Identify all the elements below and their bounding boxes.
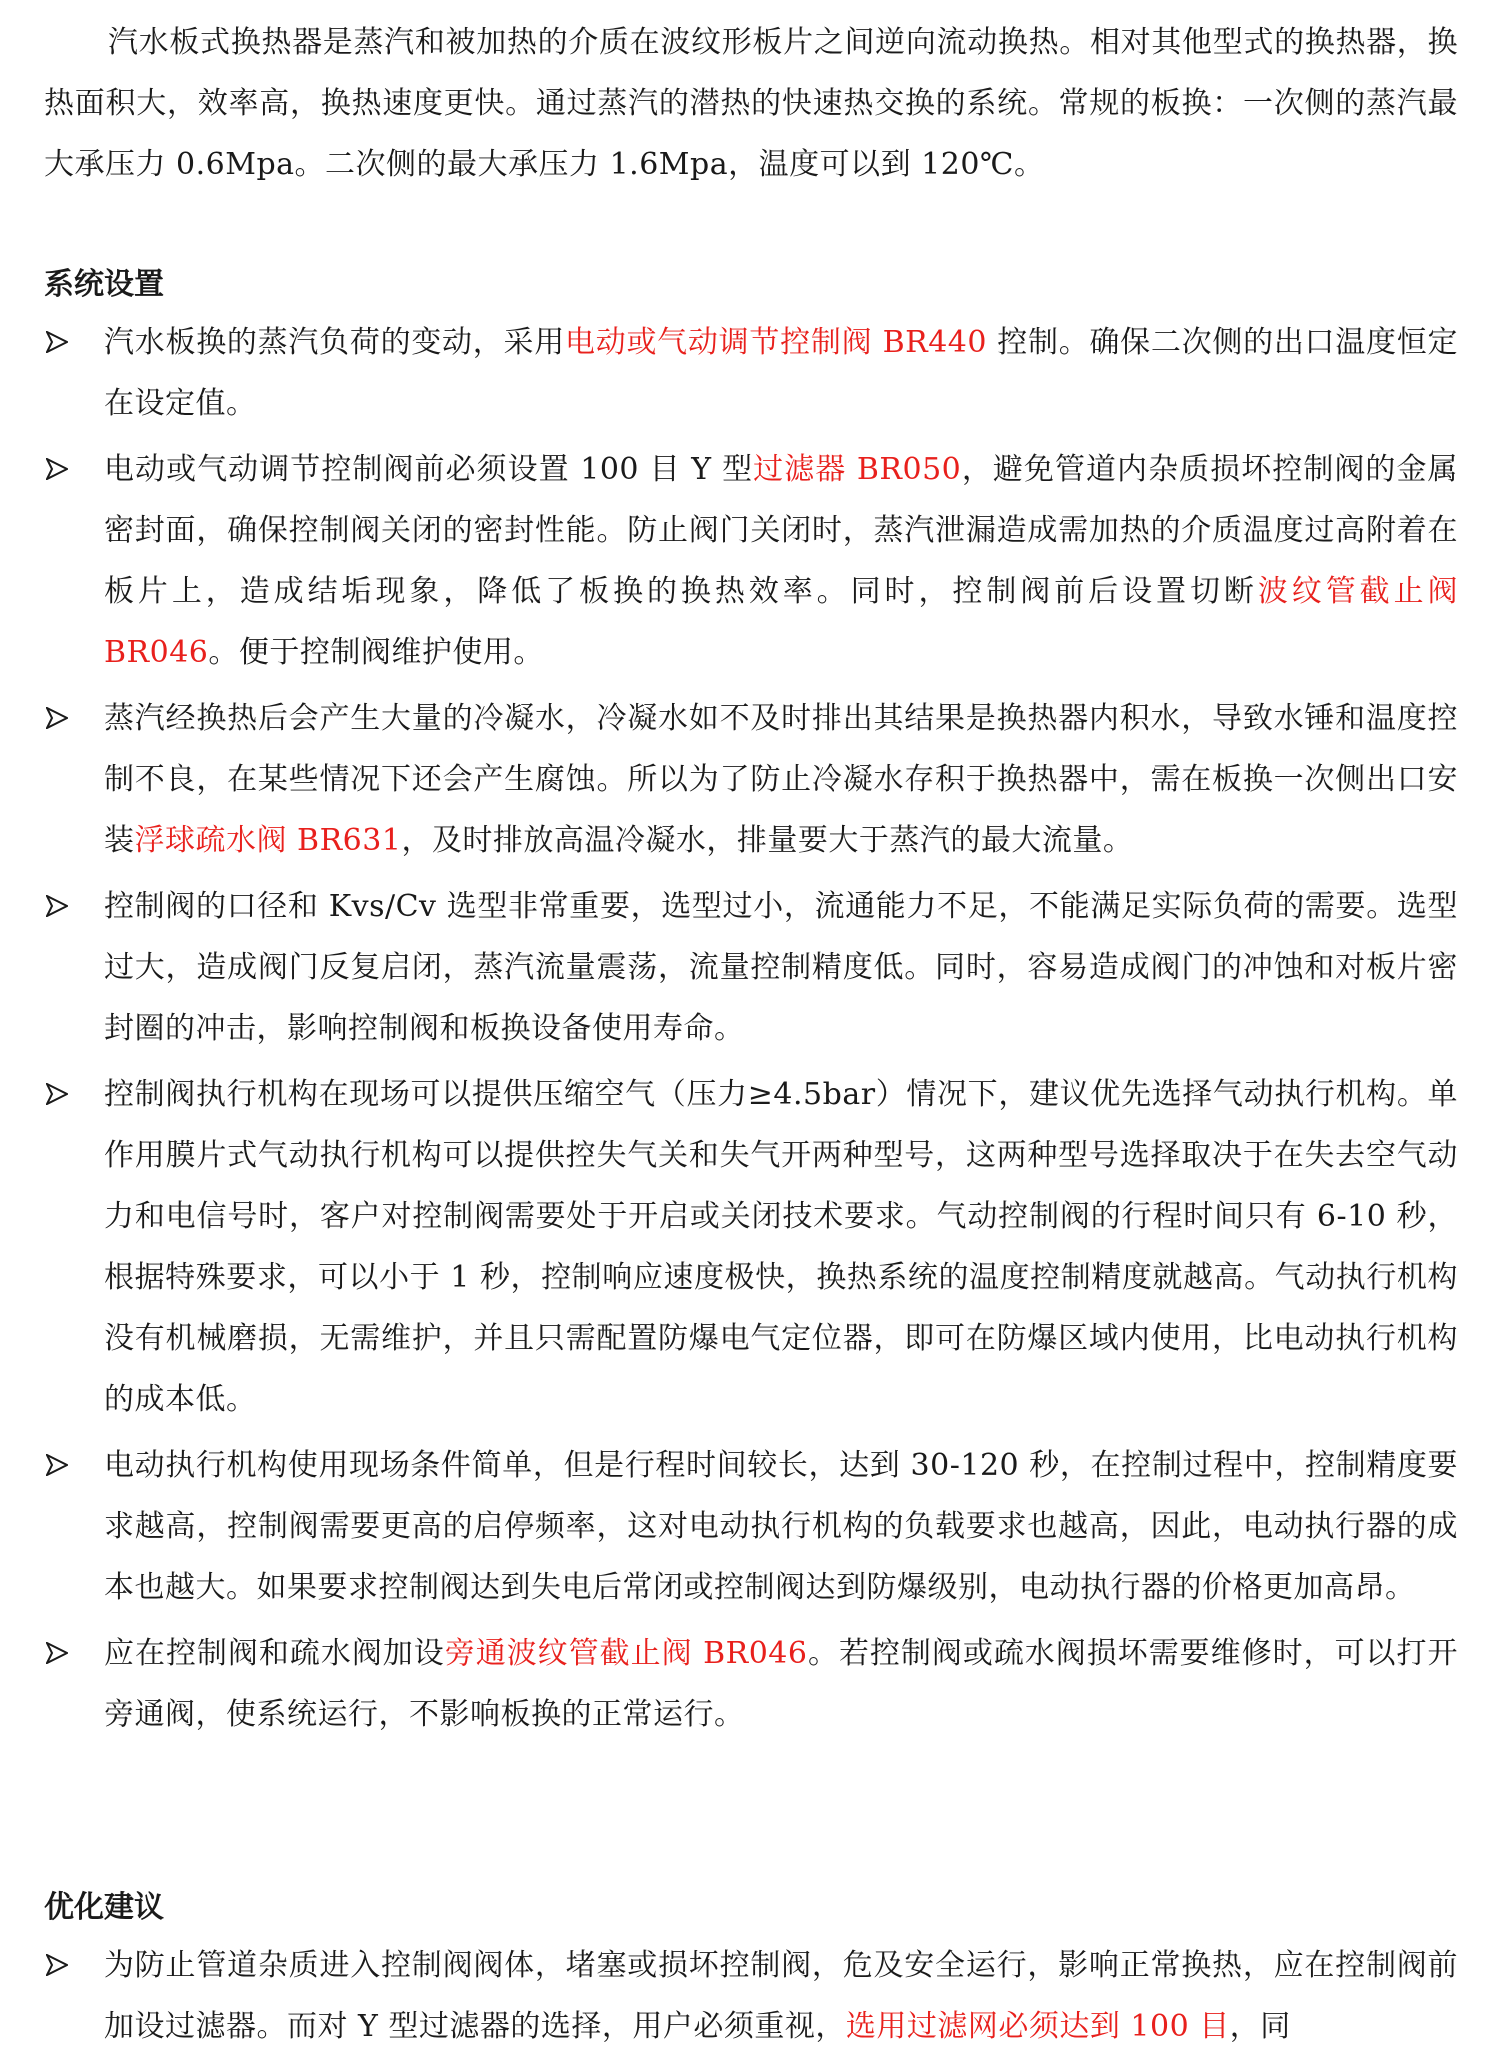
product-link-text: 旁通波纹管截止阀 BR046 [444, 1636, 808, 1671]
list-item: 蒸汽经换热后会产生大量的冷凝水，冷凝水如不及时排出其结果是换热器内积水，导致水锤和温度控制不良，在某些情况下还会产生腐蚀。所以为了防止冷凝水存积于换热器中，需在板换一次侧出口安装浮球疏水阀 BR631，及时排放高温冷凝水，排量要大于蒸汽的最大流量。 [44, 688, 1458, 871]
product-link-text: 电动或气动调节控制阀 BR440 [564, 325, 987, 360]
arrow-bullet-icon [44, 439, 80, 500]
list-item: 应在控制阀和疏水阀加设旁通波纹管截止阀 BR046。若控制阀或疏水阀损坏需要维修时，可以打开旁通阀，使系统运行，不影响板换的正常运行。 [44, 1623, 1458, 1745]
product-link-text: 波纹管截止阀 BR046 [104, 574, 1459, 670]
arrow-bullet-icon [44, 688, 80, 749]
section-heading-system-setup: 系统设置 [44, 267, 164, 302]
list-item: 控制阀执行机构在现场可以提供压缩空气（压力≥4.5bar）情况下，建议优先选择气动执行机构。单作用膜片式气动执行机构可以提供控失气关和失气开两种型号，这两种型号选择取决于在失去空气动力和电信号时，客户对控制阀需要处于开启或关闭技术要求。气动控制阀的行程时间只有 6-10 秒，根据特殊要求，可以小于 1 秒，控制响应速度极快，换热系统的温度控制精度就越高。气动执行机构没有机械磨损，无需维护，并且只需配置防爆电气定位器，即可在防爆区域内使用，比电动执行机构的成本低。 [44, 1064, 1458, 1430]
list-item: 电动执行机构使用现场条件简单，但是行程时间较长，达到 30-120 秒，在控制过程中，控制精度要求越高，控制阀需要更高的启停频率，这对电动执行机构的负载要求也越高，因此，电动执行器的成本也越大。如果要求控制阀达到失电后常闭或控制阀达到防爆级别，电动执行器的价格更加高昂。 [44, 1435, 1458, 1618]
list-item: 汽水板换的蒸汽负荷的变动，采用电动或气动调节控制阀 BR440 控制。确保二次侧的出口温度恒定在设定值。 [44, 312, 1458, 434]
system-setup-list [44, 312, 1458, 1750]
intro-paragraph: 汽水板式换热器是蒸汽和被加热的介质在波纹形板片之间逆向流动换热。相对其他型式的换热器，换热面积大，效率高，换热速度更快。通过蒸汽的潜热的快速热交换的系统。常规的板换：一次侧的蒸汽最大承压力 0.6Mpa。二次侧的最大承压力 1.6Mpa，温度可以到 120℃。 [44, 25, 1458, 182]
arrow-bullet-icon [44, 1623, 80, 1684]
product-link-text: 过滤器 BR050 [753, 452, 962, 487]
arrow-bullet-icon [44, 876, 80, 937]
section-heading-optimization: 优化建议 [44, 1890, 164, 1925]
optimization-list [44, 1935, 1458, 2062]
arrow-bullet-icon [44, 312, 80, 373]
arrow-bullet-icon [44, 1435, 80, 1496]
list-item: 电动或气动调节控制阀前必须设置 100 目 Y 型过滤器 BR050，避免管道内杂质损坏控制阀的金属密封面，确保控制阀关闭的密封性能。防止阀门关闭时，蒸汽泄漏造成需加热的介质温度过高附着在板片上，造成结垢现象，降低了板换的换热效率。同时，控制阀前后设置切断波纹管截止阀 BR046。便于控制阀维护使用。 [44, 439, 1458, 683]
arrow-bullet-icon [44, 1935, 80, 1996]
list-item: 为防止管道杂质进入控制阀阀体，堵塞或损坏控制阀，危及安全运行，影响正常换热，应在控制阀前加设过滤器。而对 Y 型过滤器的选择，用户必须重视，选用过滤网必须达到 100 目，同 [44, 1935, 1458, 2057]
highlight-text: 选用过滤网必须达到 100 目 [845, 2009, 1230, 2044]
list-item: 控制阀的口径和 Kvs/Cv 选型非常重要，选型过小，流通能力不足，不能满足实际负荷的需要。选型过大，造成阀门反复启闭，蒸汽流量震荡，流量控制精度低。同时，容易造成阀门的冲蚀和对板片密封圈的冲击，影响控制阀和板换设备使用寿命。 [44, 876, 1458, 1059]
product-link-text: 浮球疏水阀 BR631 [134, 823, 402, 858]
arrow-bullet-icon [44, 1064, 80, 1125]
